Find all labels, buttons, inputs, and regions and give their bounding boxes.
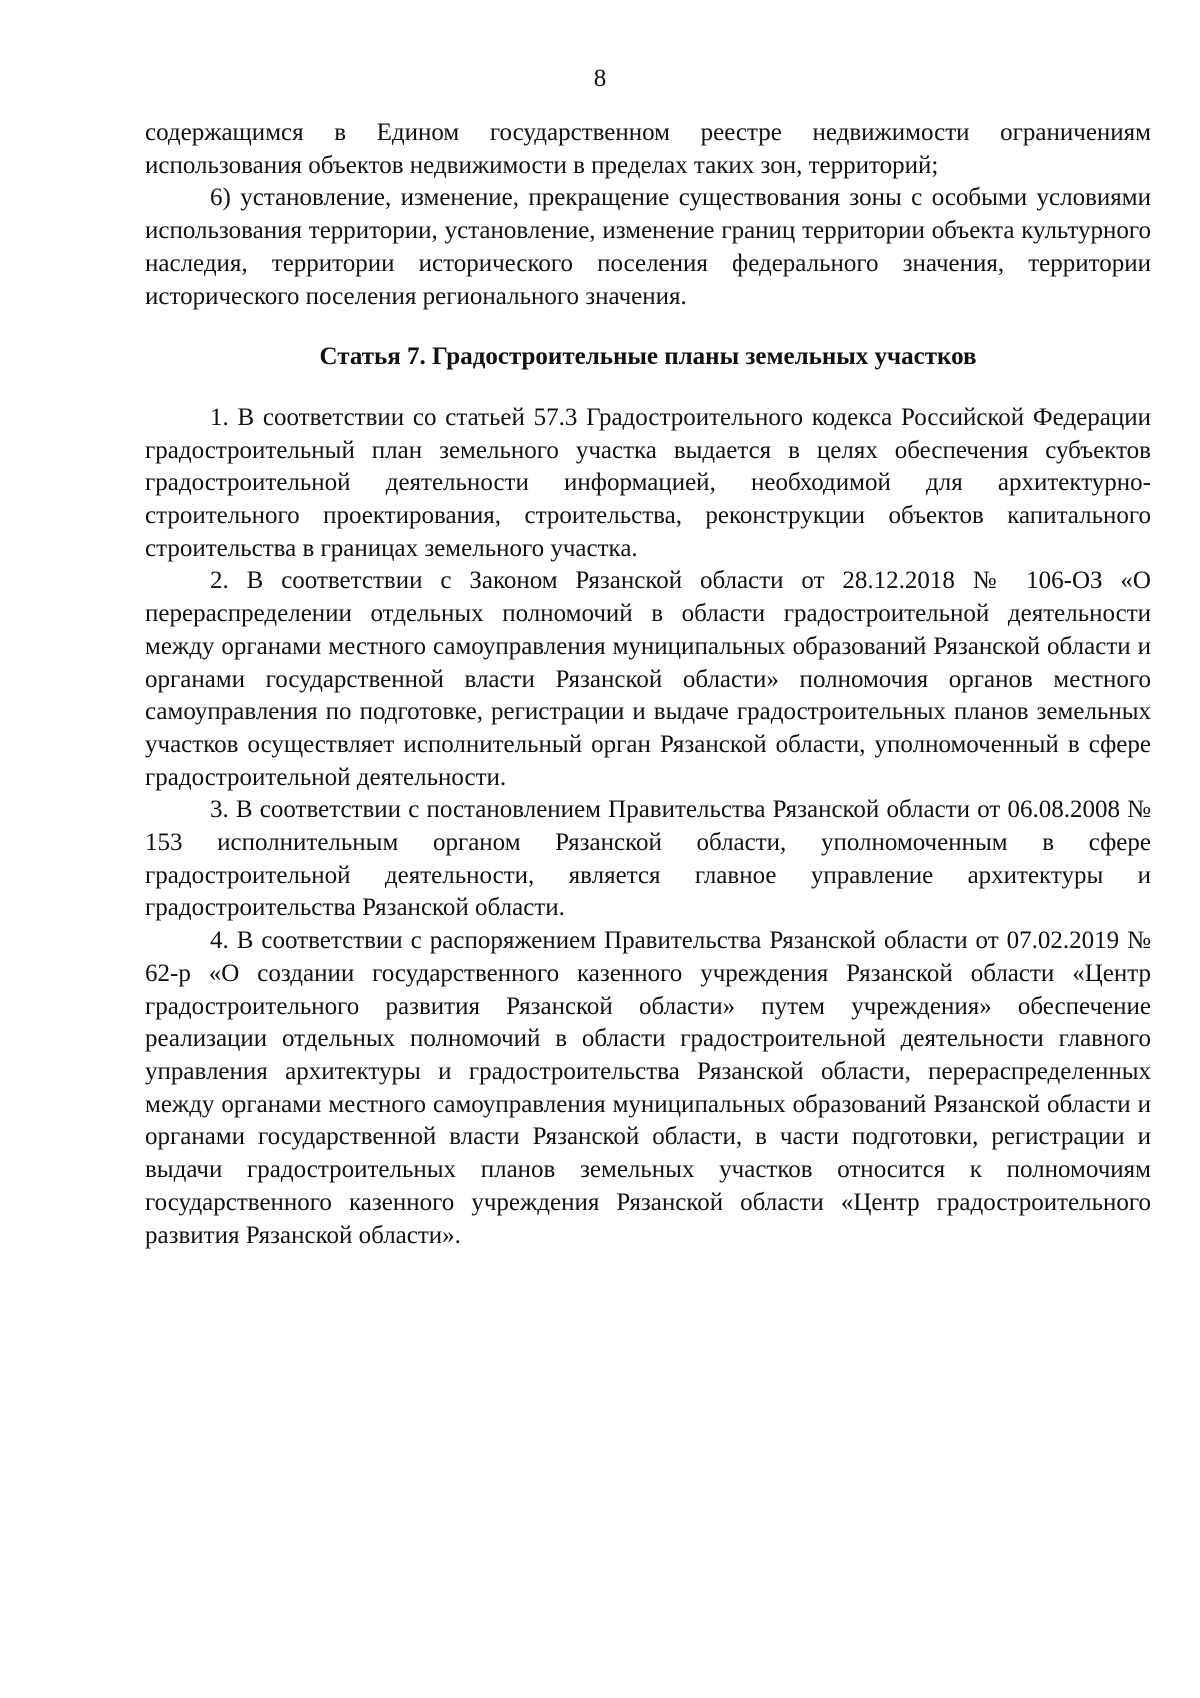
article-paragraph-3: 3. В соответствии с постановлением Правительства Рязанской области от 06.08.2008 № 153 исполнительным органом Рязанской области, уполномоченным в сфере градостроительной деятельности, является главное управление архитектуры и градостроительства Рязанской области. (145, 796, 1151, 922)
article-title: Статья 7. Градостроительные планы земельных участков (319, 343, 977, 371)
article-paragraph-4: 4. В соответствии с распоряжением Правительства Рязанской области от 07.02.2019 № 62-р «О создании государственного казенного учреждения Рязанской области «Центр градостроительного развития Рязанской области» путем учреждения» обеспечение реализации отдельных полномочий в области градостроительной деятельности главного управления архитектуры и градостроительства Рязанской области, перераспределенных между органами местного самоуправления муниципальных образований Рязанской области и органами государственной власти Рязанской области, в части подготовки, регистрации и выдачи градостроительных планов земельных участков относится к полномочиям государственного казенного учреждения Рязанской области «Центр градостроительного развития Рязанской области». (145, 927, 1151, 1249)
list-item-6: 6) установление, изменение, прекращение существования зоны с особыми условиями использования территории, установление, изменение границ территории объекта культурного наследия, территории исторического поселения федерального значения, территории исторического поселения регионального значения. (145, 184, 1151, 310)
document-body (145, 117, 1151, 1252)
continuation-paragraph: содержащимся в Едином государственном реестре недвижимости ограничениям использования объектов недвижимости в пределах таких зон, территорий; (145, 119, 1151, 179)
article-paragraph-2: 2. В соответствии с Законом Рязанской области от 28.12.2018 № 106-ОЗ «О перераспределении отдельных полномочий в области градостроительной деятельности между органами местного самоуправления муниципальных образований Рязанской области и органами государственной власти Рязанской области» полномочия органов местного самоуправления по подготовке, регистрации и выдаче градостроительных планов земельных участков осуществляет исполнительный орган Рязанской области, уполномоченный в сфере градостроительной деятельности. (145, 567, 1151, 791)
page-number: 8 (593, 65, 607, 92)
article-paragraph-1: 1. В соответствии со статьей 57.3 Градостроительного кодекса Российской Федерации градостроительный план земельного участка выдается в целях обеспечения субъектов градостроительной деятельности информацией, необходимой для архитектурно-строительного проектирования, строительства, реконструкции объектов капитального строительства в границах земельного участка. (145, 403, 1151, 562)
